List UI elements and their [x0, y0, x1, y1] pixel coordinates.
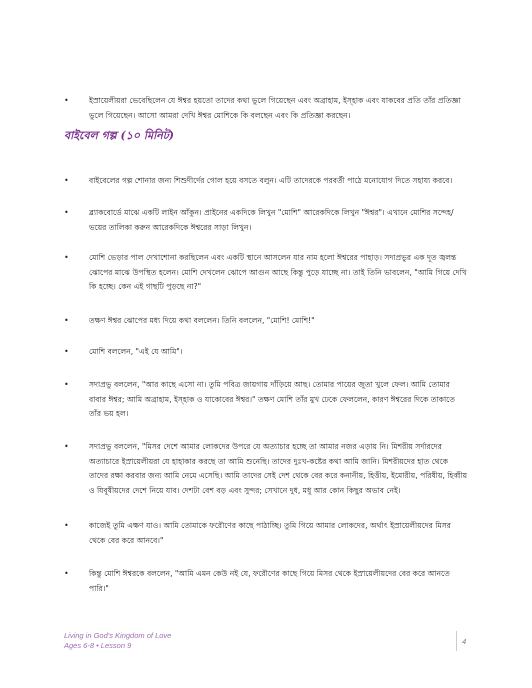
intro-paragraph: ইস্রায়েলীয়রা ভেবেছিলেন যে ঈশ্বর হয়তো তাদের কথা ভুলে গিয়েছেন এবং অব্রাহাম, ইস্হাক এবং যাকবের প্রতি তাঁর প্রতিজ্ঞা ভুলে গিয়েছেন। আসো আমরা দেখি ঈশ্বর মোশিকে কি বলছেন এবং কি প্রতিজ্ঞা করছেন। — [89, 96, 461, 120]
bullet-icon: • — [64, 380, 69, 389]
bullet-icon: • — [64, 316, 69, 325]
list-item: সদাপ্রভু বললেন, "মিসর দেশে আমার লোকদের উপরে যে অত্যাচার হচ্ছে তা আমার নজর এড়ায় নি। মিশরীয় সর্দারদের অত্যাচারে ইস্রায়েলীয়রা যে হাহাকার করছে তা আমি শুনেছি। তাদের দুঃখ-কষ্টের কথা আমি জানি। মিশরীয়দের হাত থেকে তাদের রক্ষা করবার জন্য আমি নেমে এসেছি। আমি তাদের সেই দেশ থেকে বের করে কনানীয়, হিত্তীয়, ইমোরীয়, পরিষীয়, হিব্বীয় ও যিবূষীয়দের দেশে নিয়ে যাব। দেশটা বেশ বড় এবং সুন্দর; সেখানে দুধ, মধু আর কোন কিছুর অভাব নেই। — [89, 442, 468, 495]
list-item: কিন্তু মোশি ঈশ্বরকে বললেন, "আমি এমন কেউ নই যে, ফরৌণের কাছে গিয়ে মিসর থেকে ইস্রায়েলীয়দের বের করে আনতে পারি।" — [89, 569, 450, 593]
bullet-icon: • — [64, 176, 69, 185]
list-item: কাজেই তুমি এক্ষণ যাও। আমি তোমাকে ফরৌণের কাছে পাঠাচ্ছি। তুমি গিয়ে আমার লোকদের, অর্থাৎ ইস্রায়েলীয়দের মিসর থেকে বের করে আনবে।" — [89, 521, 451, 545]
footer-title: Living in God's Kingdom of Love — [64, 631, 172, 640]
section-heading: বাইবেল গল্প (১০ মিনিট) — [64, 129, 174, 142]
bullet-icon: • — [64, 569, 69, 578]
list-item: তক্ষণ ঈশ্বর ঝোপের মধ্য দিয়ে কথা বললেন। তিনি বললেন, "মোশি! মোশি!" — [89, 316, 315, 325]
bullet-icon: • — [64, 521, 69, 530]
footer-divider — [456, 631, 457, 651]
list-item: মোশি ভেড়ার পাল দেখাশোনা করছিলেন এবং একটি স্থানে আসলেন যার নাম হলো ঈশ্বরের পাহাড়। সদাপ্রভুর এক দূত জ্বলন্ত ঝোপের মাঝে উপস্থিত হলেন। মোশি দেখলেন ঝোপে আগুন আছে কিন্তু পুড়ে যাচ্ছে না। তাই তিনি ভাবলেন, "আমি গিয়ে দেখি কি হচ্ছে। কেন এই গাছটি পুড়ছে না?" — [89, 253, 467, 291]
bullet-icon: • — [64, 442, 69, 451]
bullet-icon: • — [64, 96, 69, 105]
bullet-icon: • — [64, 253, 69, 262]
list-item: মোশি বললেন, "এই যে আমি"। — [89, 347, 183, 356]
bullet-icon: • — [64, 347, 69, 356]
list-item: সদাপ্রভু বললেন, "আর কাছে এসো না। তুমি পবিত্র জায়গায় দাঁড়িয়ে আছ। তোমার পায়ের জুতা খুলে ফেল। আমি তোমার বাবার ঈশ্বর; আমি অব্রাহাম, ইস্হাক ও যাকোবের ঈশ্বর।" তক্ষণ মোশি তাঁর মুখ ঢেকে ফেললেন, কারণ ঈশ্বরের দিকে তাকাতে তাঁর ভয় হল। — [89, 380, 455, 418]
footer-subtitle: Ages 6-8 • Lesson 9 — [64, 641, 132, 650]
bullet-icon: • — [64, 208, 69, 217]
list-item: বাইবেলের গল্প শোনার জন্য শিশুদীর্দের গোল হয়ে বসতে বলুন। এটি তাদেরকে পরবর্তী পাঠে মনোযোগ দিতে সহায্য করবে। — [89, 176, 453, 185]
page-number: 4 — [462, 637, 467, 646]
list-item: ব্ল্যাকবোর্ডে মাঝে একটি লাইন আঁকুন। প্রাইনের একদিকে লিখুন "মোশি" আরেকদিকে লিখুন "ঈশ্বর"। এখানে মোশির সন্দেহ/ভয়ের তালিকা করুন আরেকদিকে ঈশ্বরের সাড়া লিখুন। — [89, 208, 454, 232]
